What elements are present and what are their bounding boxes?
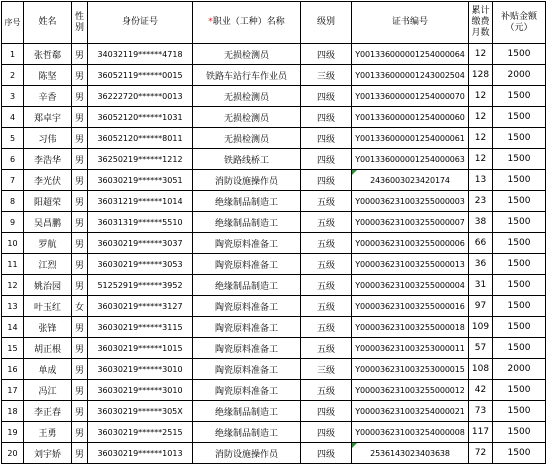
cell-cert[interactable]: Y000036231003255000012	[352, 380, 469, 401]
cell-cert[interactable]: Y000036231003255000003	[352, 191, 469, 212]
cell-months[interactable]: 13	[469, 170, 493, 191]
cell-cert[interactable]: 2436003023420174	[352, 170, 469, 191]
cell-cert[interactable]: 2536143023403638	[352, 443, 469, 464]
cell-level[interactable]: 五级	[301, 275, 352, 296]
cell-subsidy[interactable]: 2000	[493, 359, 546, 380]
cell-subsidy[interactable]: 1500	[493, 254, 546, 275]
cell-level[interactable]: 五级	[301, 317, 352, 338]
table-row	[2, 191, 546, 212]
cell-idcard[interactable]: 36030219******3051	[88, 170, 193, 191]
cell-name[interactable]: 叶玉红	[24, 296, 72, 317]
cell-job[interactable]: 陶瓷原料准备工	[193, 338, 301, 359]
cell-idx[interactable]: 6	[2, 149, 24, 170]
table-row	[2, 107, 546, 128]
cell-cert[interactable]: Y000036231003254000008	[352, 422, 469, 443]
cell-name[interactable]: 习伟	[24, 128, 72, 149]
table-row	[2, 422, 546, 443]
table-body	[2, 44, 546, 464]
cell-level[interactable]: 四级	[301, 128, 352, 149]
cell-idcard[interactable]: 36030219******3037	[88, 233, 193, 254]
header-name[interactable]	[24, 2, 72, 44]
table-row	[2, 233, 546, 254]
cell-months[interactable]: 42	[469, 380, 493, 401]
cell-idcard[interactable]: 51252919******3952	[88, 275, 193, 296]
cell-cert[interactable]: Y000036231003253000011	[352, 338, 469, 359]
cell-level[interactable]: 五级	[301, 191, 352, 212]
cell-idx[interactable]: 13	[2, 296, 24, 317]
cell-job[interactable]: 铁路线桥工	[193, 149, 301, 170]
cell-job[interactable]: 陶瓷原料准备工	[193, 296, 301, 317]
cell-months[interactable]: 66	[469, 233, 493, 254]
table-row	[2, 317, 546, 338]
header-subsidy[interactable]	[493, 2, 546, 44]
cell-months[interactable]: 12	[469, 128, 493, 149]
cell-months[interactable]: 108	[469, 359, 493, 380]
cell-level[interactable]: 四级	[301, 401, 352, 422]
cell-months[interactable]: 36	[469, 254, 493, 275]
table-row	[2, 401, 546, 422]
cell-cert[interactable]: Y000036231003255000007	[352, 212, 469, 233]
cell-level[interactable]: 四级	[301, 107, 352, 128]
cell-level[interactable]: 四级	[301, 44, 352, 65]
header-level-label: 级别	[316, 17, 335, 27]
cell-cert[interactable]: Y001336000001254000061	[352, 128, 469, 149]
table-row	[2, 86, 546, 107]
cell-subsidy[interactable]: 1500	[493, 86, 546, 107]
cell-months[interactable]: 72	[469, 443, 493, 464]
cell-gender[interactable]: 男	[72, 380, 88, 401]
cell-name[interactable]: 胡正根	[24, 338, 72, 359]
cell-subsidy[interactable]: 1500	[493, 44, 546, 65]
header-idcard[interactable]	[88, 2, 193, 44]
cell-months[interactable]: 73	[469, 401, 493, 422]
header-cert-label: 证书编号	[391, 17, 428, 27]
cell-idcard[interactable]: 36030219******3010	[88, 359, 193, 380]
cell-subsidy[interactable]: 1500	[493, 422, 546, 443]
cell-subsidy[interactable]: 1500	[493, 170, 546, 191]
cell-name[interactable]: 陈坚	[24, 65, 72, 86]
table-row	[2, 359, 546, 380]
cell-cert[interactable]: Y000036231003253000015	[352, 359, 469, 380]
table-row	[2, 296, 546, 317]
cell-idcard[interactable]: 36052120******8011	[88, 128, 193, 149]
header-idcard-label: 身份证号	[121, 17, 158, 27]
cell-subsidy[interactable]: 1500	[493, 128, 546, 149]
cell-idx[interactable]: 5	[2, 128, 24, 149]
cell-job[interactable]: 绝缘制品制造工	[193, 212, 301, 233]
cell-subsidy[interactable]: 1500	[493, 296, 546, 317]
cell-level[interactable]: 五级	[301, 338, 352, 359]
cell-idx[interactable]: 8	[2, 191, 24, 212]
cell-cert[interactable]: Y000036231003255000004	[352, 275, 469, 296]
cell-level[interactable]: 五级	[301, 296, 352, 317]
table-row	[2, 170, 546, 191]
cell-idx[interactable]: 17	[2, 380, 24, 401]
cell-cert[interactable]: Y001336000001254000060	[352, 107, 469, 128]
cell-name[interactable]: 冯江	[24, 380, 72, 401]
cell-idcard[interactable]: 36222720******0013	[88, 86, 193, 107]
cell-idx[interactable]: 11	[2, 254, 24, 275]
header-months-label: 累计缴费月数	[471, 6, 490, 38]
cell-job[interactable]: 绝缘制品制造工	[193, 401, 301, 422]
cell-cert[interactable]: Y000036231003255000013	[352, 254, 469, 275]
cell-idcard[interactable]: 36031319******5510	[88, 212, 193, 233]
cell-job[interactable]: 绝缘制品制造工	[193, 422, 301, 443]
cell-subsidy[interactable]: 1500	[493, 149, 546, 170]
cell-name[interactable]: 江烈	[24, 254, 72, 275]
cell-idcard[interactable]: 34032119******4718	[88, 44, 193, 65]
cell-subsidy[interactable]: 1500	[493, 317, 546, 338]
cell-subsidy[interactable]: 1500	[493, 212, 546, 233]
cell-cert[interactable]: Y001336000001254000063	[352, 149, 469, 170]
cell-months[interactable]: 23	[469, 191, 493, 212]
cell-cert[interactable]: Y000036231003255000016	[352, 296, 469, 317]
cell-job[interactable]: 无损检测员	[193, 44, 301, 65]
cell-gender[interactable]: 男	[72, 317, 88, 338]
cell-name[interactable]: 王勇	[24, 422, 72, 443]
header-level[interactable]	[301, 2, 352, 44]
header-idx[interactable]	[2, 2, 24, 44]
cell-job[interactable]: 陶瓷原料准备工	[193, 254, 301, 275]
cell-level[interactable]: 四级	[301, 422, 352, 443]
cell-name[interactable]: 刘宇娇	[24, 443, 72, 464]
cell-idcard[interactable]: 36052119******0015	[88, 65, 193, 86]
cell-level[interactable]: 四级	[301, 86, 352, 107]
cell-gender[interactable]: 男	[72, 338, 88, 359]
cell-name[interactable]: 李正春	[24, 401, 72, 422]
cell-subsidy[interactable]: 1500	[493, 338, 546, 359]
cell-job[interactable]: 陶瓷原料准备工	[193, 233, 301, 254]
header-months[interactable]	[469, 2, 493, 44]
cell-job[interactable]: 无损检测员	[193, 86, 301, 107]
cell-idcard[interactable]: 36030219******1015	[88, 338, 193, 359]
header-gender[interactable]	[72, 2, 88, 44]
cell-gender[interactable]: 男	[72, 44, 88, 65]
cell-subsidy[interactable]: 2000	[493, 65, 546, 86]
cell-gender[interactable]: 男	[72, 170, 88, 191]
cell-cert[interactable]: Y001336000001243002504	[352, 65, 469, 86]
table-row	[2, 443, 546, 464]
cell-cert[interactable]: Y000036231003255000018	[352, 317, 469, 338]
cell-gender[interactable]: 男	[72, 65, 88, 86]
table-row	[2, 380, 546, 401]
cell-idcard[interactable]: 36030219******2515	[88, 422, 193, 443]
cell-job[interactable]: 无损检测员	[193, 128, 301, 149]
cell-cert[interactable]: Y000036231003254000021	[352, 401, 469, 422]
cell-subsidy[interactable]: 1500	[493, 401, 546, 422]
cell-idx[interactable]: 2	[2, 65, 24, 86]
cell-months[interactable]: 12	[469, 44, 493, 65]
cell-cert[interactable]: Y000036231003255000006	[352, 233, 469, 254]
cell-cert[interactable]: Y001336000001254000070	[352, 86, 469, 107]
cell-gender[interactable]: 男	[72, 149, 88, 170]
header-subsidy-label: 补贴金额（元）	[500, 11, 537, 33]
cell-gender[interactable]: 男	[72, 212, 88, 233]
header-idx-label: 序号	[4, 18, 21, 27]
cell-idx[interactable]: 16	[2, 359, 24, 380]
cell-name[interactable]: 姚治园	[24, 275, 72, 296]
cell-months[interactable]: 12	[469, 86, 493, 107]
table-row	[2, 275, 546, 296]
cell-gender[interactable]: 男	[72, 128, 88, 149]
cell-subsidy[interactable]: 1500	[493, 191, 546, 212]
header-job[interactable]	[193, 2, 301, 44]
cell-gender[interactable]: 女	[72, 296, 88, 317]
cell-idcard[interactable]: 36030219******3010	[88, 380, 193, 401]
cell-level[interactable]: 五级	[301, 380, 352, 401]
header-cert[interactable]	[352, 2, 469, 44]
header-gender-label: 性别	[74, 11, 84, 33]
cell-gender[interactable]: 男	[72, 191, 88, 212]
cell-months[interactable]: 31	[469, 275, 493, 296]
cell-job[interactable]: 绝缘制品制造工	[193, 191, 301, 212]
required-asterisk: *	[208, 17, 213, 27]
cell-idx[interactable]: 10	[2, 233, 24, 254]
cell-gender[interactable]: 男	[72, 86, 88, 107]
cell-months[interactable]: 97	[469, 296, 493, 317]
cell-subsidy[interactable]: 1500	[493, 380, 546, 401]
subsidy-table	[1, 1, 546, 464]
cell-name[interactable]: 罗航	[24, 233, 72, 254]
cell-idcard[interactable]: 36052120******1031	[88, 107, 193, 128]
cell-gender[interactable]: 男	[72, 107, 88, 128]
cell-job[interactable]: 陶瓷原料准备工	[193, 380, 301, 401]
cell-idx[interactable]: 7	[2, 170, 24, 191]
cell-idx[interactable]: 20	[2, 443, 24, 464]
table-row	[2, 338, 546, 359]
header-job-label: 职业（工种）名称	[212, 17, 285, 27]
cell-idcard[interactable]: 36030219******3053	[88, 254, 193, 275]
cell-name[interactable]: 张哲郗	[24, 44, 72, 65]
cell-gender[interactable]: 男	[72, 443, 88, 464]
cell-subsidy[interactable]: 1500	[493, 107, 546, 128]
cell-idx[interactable]: 9	[2, 212, 24, 233]
cell-level[interactable]: 三级	[301, 65, 352, 86]
cell-months[interactable]: 128	[469, 65, 493, 86]
cell-job[interactable]: 无损检测员	[193, 107, 301, 128]
cell-level[interactable]: 五级	[301, 233, 352, 254]
cell-idcard[interactable]: 36030219******305X	[88, 401, 193, 422]
cell-name[interactable]: 李浩华	[24, 149, 72, 170]
cell-idx[interactable]: 4	[2, 107, 24, 128]
cell-idcard[interactable]: 36030219******3115	[88, 317, 193, 338]
cell-name[interactable]: 吴昌鹏	[24, 212, 72, 233]
cell-job[interactable]: 陶瓷原料准备工	[193, 359, 301, 380]
cell-idx[interactable]: 1	[2, 44, 24, 65]
cell-level[interactable]: 四级	[301, 149, 352, 170]
cell-name[interactable]: 单成	[24, 359, 72, 380]
cell-idcard[interactable]: 36250219******1212	[88, 149, 193, 170]
cell-name[interactable]: 李光伏	[24, 170, 72, 191]
cell-gender[interactable]: 男	[72, 233, 88, 254]
cell-name[interactable]: 辛香	[24, 86, 72, 107]
table-row	[2, 65, 546, 86]
cell-name[interactable]: 郑卓宇	[24, 107, 72, 128]
cell-level[interactable]: 五级	[301, 254, 352, 275]
cell-job[interactable]: 消防设施操作员	[193, 170, 301, 191]
cell-gender[interactable]: 男	[72, 275, 88, 296]
cell-level[interactable]: 四级	[301, 443, 352, 464]
cell-idcard[interactable]: 36031219******1014	[88, 191, 193, 212]
cell-idcard[interactable]: 36030219******1013	[88, 443, 193, 464]
header-row	[2, 2, 546, 44]
cell-months[interactable]: 38	[469, 212, 493, 233]
cell-subsidy[interactable]: 1500	[493, 443, 546, 464]
table-row	[2, 128, 546, 149]
cell-idx[interactable]: 19	[2, 422, 24, 443]
cell-level[interactable]: 四级	[301, 170, 352, 191]
cell-name[interactable]: 张锋	[24, 317, 72, 338]
cell-cert[interactable]: Y00133600000125400006​4	[352, 44, 469, 65]
cell-subsidy[interactable]: 1500	[493, 275, 546, 296]
table-row	[2, 212, 546, 233]
cell-idx[interactable]: 15	[2, 338, 24, 359]
cell-idcard[interactable]: 36030219******3127	[88, 296, 193, 317]
cell-idx[interactable]: 3	[2, 86, 24, 107]
table-row	[2, 149, 546, 170]
cell-idx[interactable]: 12	[2, 275, 24, 296]
cell-months[interactable]: 57	[469, 338, 493, 359]
cell-months[interactable]: 12	[469, 149, 493, 170]
cell-idx[interactable]: 14	[2, 317, 24, 338]
cell-level[interactable]: 五级	[301, 212, 352, 233]
cell-gender[interactable]: 男	[72, 254, 88, 275]
cell-months[interactable]: 109	[469, 317, 493, 338]
cell-subsidy[interactable]: 1500	[493, 233, 546, 254]
cell-job[interactable]: 铁路车站行车作业员	[193, 65, 301, 86]
cell-level[interactable]: 三级	[301, 359, 352, 380]
header-name-label: 姓名	[38, 17, 57, 27]
cell-gender[interactable]: 男	[72, 422, 88, 443]
cell-job[interactable]: 消防设施操作员	[193, 443, 301, 464]
cell-idx[interactable]: 18	[2, 401, 24, 422]
cell-job[interactable]: 陶瓷原料准备工	[193, 317, 301, 338]
cell-months[interactable]: 117	[469, 422, 493, 443]
table-row	[2, 44, 546, 65]
cell-name[interactable]: 阳超荣	[24, 191, 72, 212]
cell-job[interactable]: 绝缘制品制造工	[193, 275, 301, 296]
cell-months[interactable]: 12	[469, 107, 493, 128]
table-row	[2, 254, 546, 275]
cell-gender[interactable]: 男	[72, 401, 88, 422]
cell-gender[interactable]: 男	[72, 359, 88, 380]
